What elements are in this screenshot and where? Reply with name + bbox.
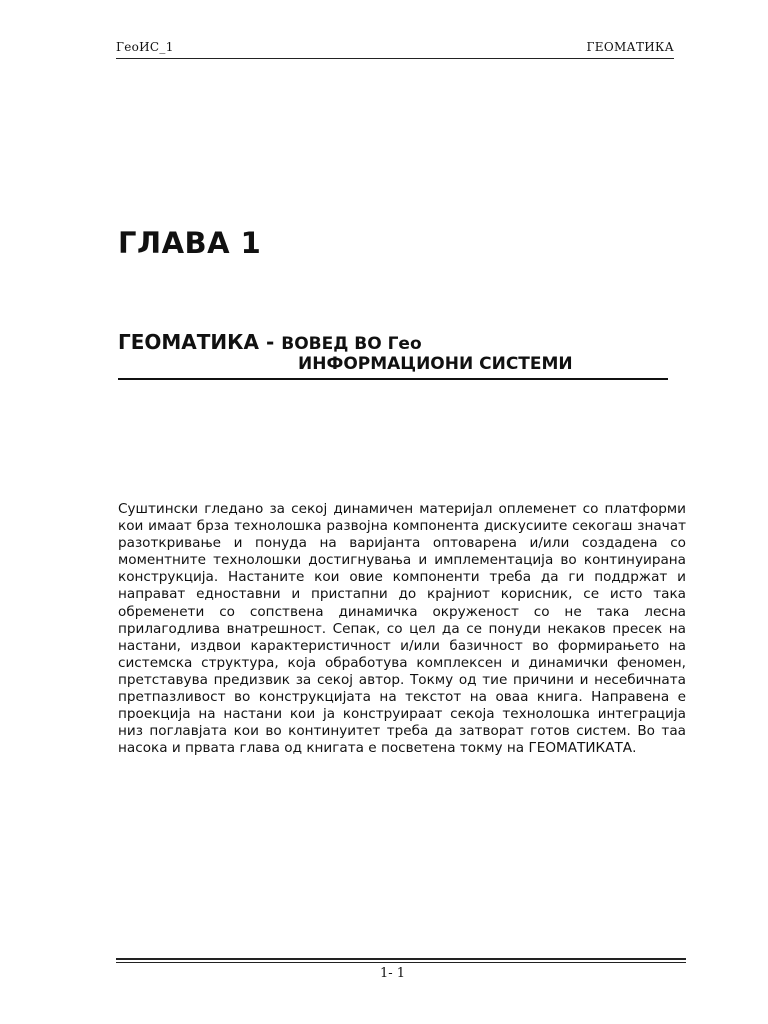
footer-rule [116,958,686,963]
chapter-title: ГЛАВА 1 [118,226,262,260]
subtitle-part-1: ГЕОМАТИКА - [118,330,282,354]
body-paragraph: Суштински гледано за секој динамичен материјал оплеменет со платформи кои имаат брза технолошка развојна компонента дискусиите секогаш значат разоткривање и понуда на варијанта оптоварена и/или создадена со моментните технолошки достигнувања и имплементација во континуирана конструкција. Настаните кои овие компоненти треба да ги поддржат и направат едноставни и пристапни до крајниот корисник, се исто така обременети со сопствена динамичка окруженост со не така лесна прилагодлива внатрешност. Сепак, со цел да се понуди некаков пресек на настани, издвои карактеристичност и/или базичност во формирањето на системска структура, која обработува комплексен и динамички феномен, претставува предизвик за секој автор. Токму од тие причини и несебичната претпазливост во конструкцијата на текстот на оваа книга. Направена е проекција на настани кои ја конструираат секоја технолошка интеграција низ поглавјата кои во континуитет треба да затворат готов систем. Во таа насока и првата глава од книгата е посветена токму на ГЕОМАТИКАТА. [118,501,686,757]
header-rule [116,58,674,59]
header-section-title: ГЕОМАТИКА [586,40,674,54]
page-number: 1- 1 [379,966,406,981]
subtitle-underline [118,378,668,380]
header-document-code: ГеоИС_1 [116,40,174,54]
subtitle-part-2: ВОВЕД ВО Гео [281,334,422,354]
subtitle-line-2: ИНФОРМАЦИОНИ СИСТЕМИ [298,354,573,374]
subtitle-line-1 [118,330,422,354]
